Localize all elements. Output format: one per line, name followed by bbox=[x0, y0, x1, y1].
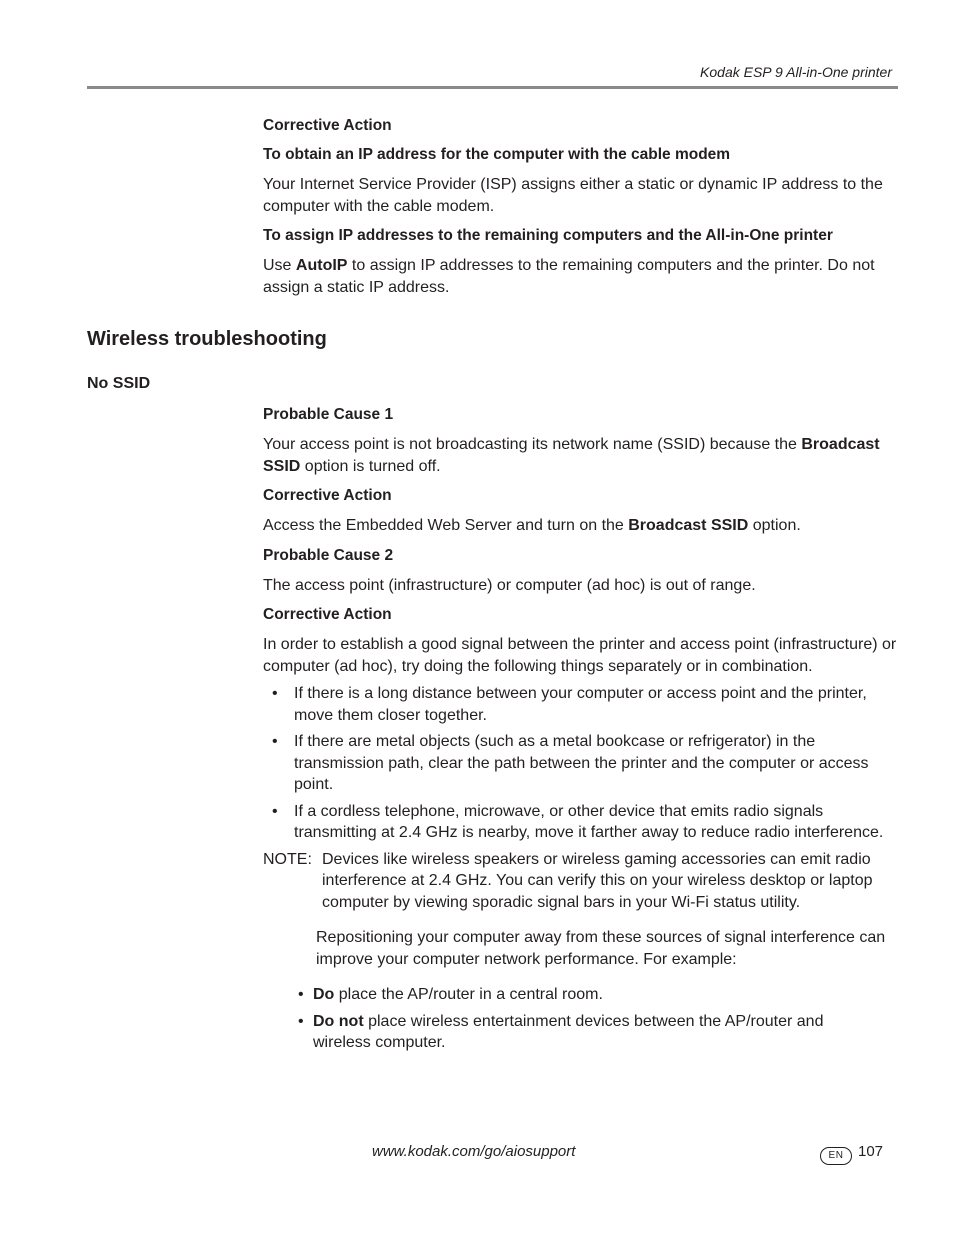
note-paragraph: Repositioning your computer away from these sources of signal interference can improve your computer network performance. For example: bbox=[316, 929, 886, 968]
assign-ip-text: Use AutoIP to assign IP addresses to the remaining computers and the printer. Do not assign a static IP address. bbox=[263, 257, 875, 296]
probable-cause-1-text: Your access point is not broadcasting its network name (SSID) because the Broadcast SSID option is turned off. bbox=[263, 436, 880, 475]
obtain-ip-heading: To obtain an IP address for the computer with the cable modem bbox=[263, 146, 731, 163]
bullet-icon: • bbox=[272, 733, 278, 750]
obtain-ip-text: Your Internet Service Provider (ISP) assigns either a static or dynamic IP address to the computer with the cable modem. bbox=[263, 176, 883, 215]
language-badge: EN bbox=[820, 1147, 852, 1165]
broadcast-ssid-term: Broadcast SSID bbox=[628, 517, 749, 534]
top-content bbox=[263, 116, 903, 307]
section-title: Wireless troubleshooting bbox=[87, 328, 327, 350]
corrective-action-1-heading: Corrective Action bbox=[263, 487, 392, 504]
corrective-action-2-heading: Corrective Action bbox=[263, 606, 392, 623]
probable-cause-2-text: The access point (infrastructure) or computer (ad hoc) is out of range. bbox=[263, 576, 756, 594]
assign-ip-heading: To assign IP addresses to the remaining computers and the All-in-One printer bbox=[263, 227, 833, 244]
list-item: • Do place the AP/router in a central room. bbox=[298, 984, 858, 1006]
tips-list bbox=[263, 683, 903, 844]
page-number: 107 bbox=[858, 1143, 884, 1160]
corrective-action-1-text: Access the Embedded Web Server and turn on the Broadcast SSID option. bbox=[263, 517, 801, 534]
support-url[interactable]: www.kodak.com/go/aiosupport bbox=[372, 1143, 576, 1160]
list-item: • If there are metal objects (such as a metal bookcase or refrigerator) in the transmission path, clear the path between the printer and the computer or access point. bbox=[272, 733, 869, 793]
bullet-icon: • bbox=[298, 986, 304, 1003]
main-content bbox=[263, 405, 903, 1059]
header-title: Kodak ESP 9 All-in-One printer bbox=[700, 64, 892, 80]
note-text: Devices like wireless speakers or wireless gaming accessories can emit radio interference at 2.4 GHz. You can verify this on your wireless desktop or laptop computer by viewing sporadic signal bars in your Wi-Fi status utility. bbox=[322, 850, 873, 911]
bullet-icon: • bbox=[298, 1012, 304, 1030]
broadcast-ssid-term: Broadcast SSID bbox=[263, 436, 880, 475]
list-item: • If a cordless telephone, microwave, or other device that emits radio signals transmitting at 2.4 GHz is nearby, move it farther away to reduce radio interference. bbox=[272, 802, 884, 841]
note-label: NOTE: bbox=[263, 850, 312, 868]
bullet-icon: • bbox=[272, 802, 278, 820]
list-item: • Do not place wireless entertainment devices between the AP/router and wireless computer. bbox=[298, 1012, 824, 1051]
corrective-action-heading: Corrective Action bbox=[263, 117, 392, 134]
autoip-term: AutoIP bbox=[295, 257, 348, 274]
bullet-icon: • bbox=[272, 685, 278, 702]
probable-cause-2-heading: Probable Cause 2 bbox=[263, 546, 394, 564]
corrective-action-2-text: In order to establish a good signal between the printer and access point (infrastructure) or computer (ad hoc), try doing the following things separately or in combination. bbox=[263, 636, 897, 675]
note-block bbox=[263, 849, 903, 914]
list-item: • If there is a long distance between your computer or access point and the printer, move them closer together. bbox=[272, 685, 867, 724]
example-list bbox=[298, 984, 858, 1054]
section-block bbox=[87, 326, 327, 392]
probable-cause-1-heading: Probable Cause 1 bbox=[263, 406, 394, 423]
header-rule bbox=[87, 86, 898, 89]
subsection-title: No SSID bbox=[87, 375, 151, 392]
